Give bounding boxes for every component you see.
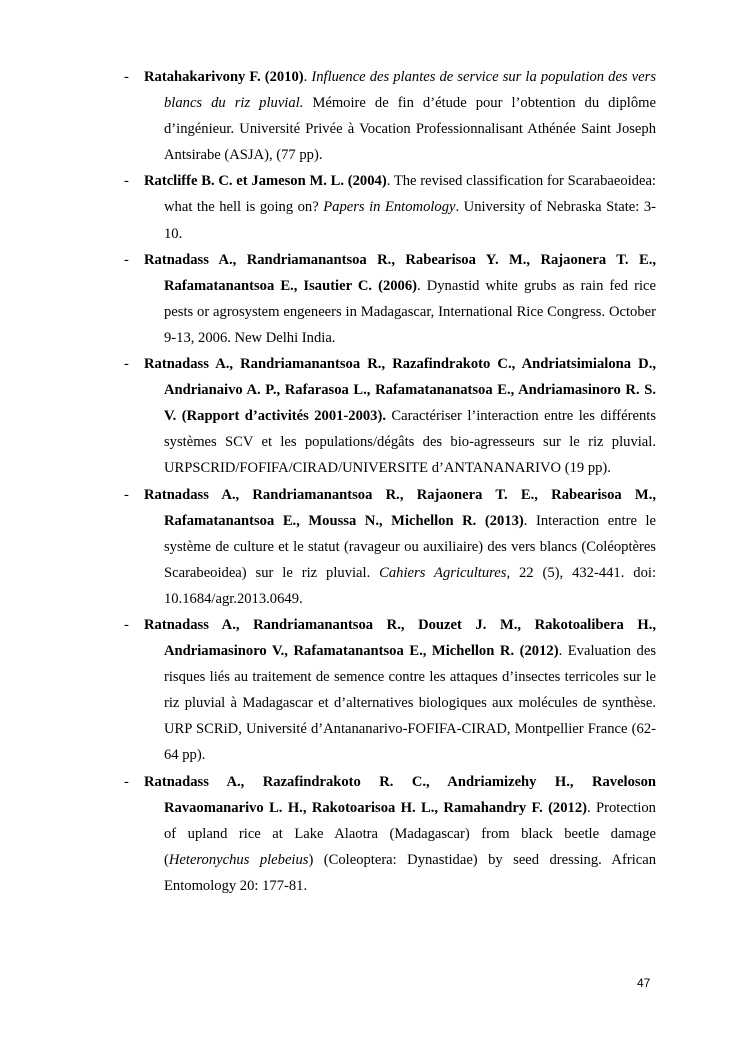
reference-text: 22 (5), 432-441. doi: 10.1684/agr.2013.0649.	[164, 564, 656, 607]
list-bullet-dash: -	[124, 69, 129, 85]
reference-authors: Ratahakarivony F. (2010)	[144, 69, 304, 85]
reference-text: . Evaluation des risques liés au traitement de semence contre les attaques d’insectes terricoles sur le riz pluvial à Madagascar et d’alternatives biologiques aux molécules de synthèse. URP SCRiD, Université d’Antananarivo-FOFIFA-CIRAD, Montpellier France (62-64 pp).	[164, 643, 656, 764]
reference-text: . Protection of upland rice at Lake Alaotra (Madagascar) from black beetle damage (	[164, 799, 656, 868]
reference-text: Caractériser l’interaction entre les différents systèmes SCV et les populations/dégâts des bio-agresseurs sur le riz pluvial. URPSCRID/FOFIFA/CIRAD/UNIVERSITE d’ANTANANARIVO (19 pp).	[164, 408, 657, 477]
reference-title-italic: Cahiers Agricultures,	[379, 564, 511, 581]
reference-text: . The revised classification for Scarabaeoidea: what the hell is going on?	[164, 173, 656, 216]
reference-entry	[124, 247, 656, 351]
list-bullet-dash: -	[124, 251, 129, 268]
reference-authors: Ratnadass A., Randriamanantsoa R., Rabearisoa Y. M., Rajaonera T. E., Rafamatanantsoa E., Isautier C. (2006)	[144, 251, 656, 294]
reference-authors: Ratnadass A., Randriamanantsoa R., Douzet J. M., Rakotoalibera H., Andriamasinoro V., Rafamatanantsoa E., Michellon R. (2012)	[144, 616, 656, 660]
list-bullet-dash: -	[124, 773, 129, 790]
reference-authors: Ratnadass A., Razafindrakoto R. C., Andriamizehy H., Raveloson Ravaomanarivo L. H., Rakotoarisoa H. L., Ramahandry F. (2012)	[144, 773, 656, 816]
page-number: 47	[637, 976, 651, 990]
reference-authors: Ratcliffe B. C. et Jameson M. L. (2004)	[144, 173, 387, 190]
reference-entry	[124, 351, 656, 481]
reference-entry	[124, 64, 656, 168]
reference-list	[124, 64, 656, 899]
reference-text: .	[303, 69, 312, 85]
reference-entry	[124, 168, 656, 246]
reference-title-italic: Influence des plantes de service sur la population des vers blancs du riz pluvial.	[164, 69, 656, 112]
reference-text: Mémoire de fin d’étude pour l’obtention du diplôme d’ingénieur. Université Privée à Vocation Professionnalisant Athénée Saint Joseph Antsirabe (ASJA), (77 pp).	[164, 95, 656, 164]
reference-entry	[124, 612, 656, 769]
list-bullet-dash: -	[124, 486, 129, 503]
reference-text: ) (Coleoptera: Dynastidae) by seed dressing. African Entomology 20: 177-81.	[164, 851, 656, 894]
reference-title-italic: Heteronychus plebeius	[168, 851, 309, 868]
reference-entry	[124, 769, 656, 899]
reference-authors: Ratnadass A., Randriamanantsoa R., Rajaonera T. E., Rabearisoa M., Rafamatanantsoa E., Moussa N., Michellon R. (2013)	[144, 486, 656, 529]
reference-title-italic: Papers in Entomology	[323, 199, 456, 216]
list-bullet-dash: -	[124, 173, 129, 190]
reference-authors: Ratnadass A., Randriamanantsoa R., Razafindrakoto C., Andriatsimialona D., Andrianaivo A. P., Rafarasoa L., Rafamatananatsoa E., Andriamasinoro R. S. V. (Rapport d’activités 2001-2003).	[144, 356, 656, 425]
list-bullet-dash: -	[124, 616, 129, 633]
reference-text: . University of Nebraska State: 3-10.	[164, 199, 656, 242]
reference-entry	[124, 482, 656, 612]
reference-text: . Interaction entre le système de culture et le statut (ravageur ou auxiliaire) des vers blancs (Coléoptères Scarabeoidea) sur le riz pluvial.	[164, 512, 656, 581]
list-bullet-dash: -	[124, 356, 129, 373]
reference-text: . Dynastid white grubs as rain fed rice pests or agrosystem engeneers in Madagascar, International Rice Congress. October 9-13, 2006. New Delhi India.	[164, 277, 656, 346]
